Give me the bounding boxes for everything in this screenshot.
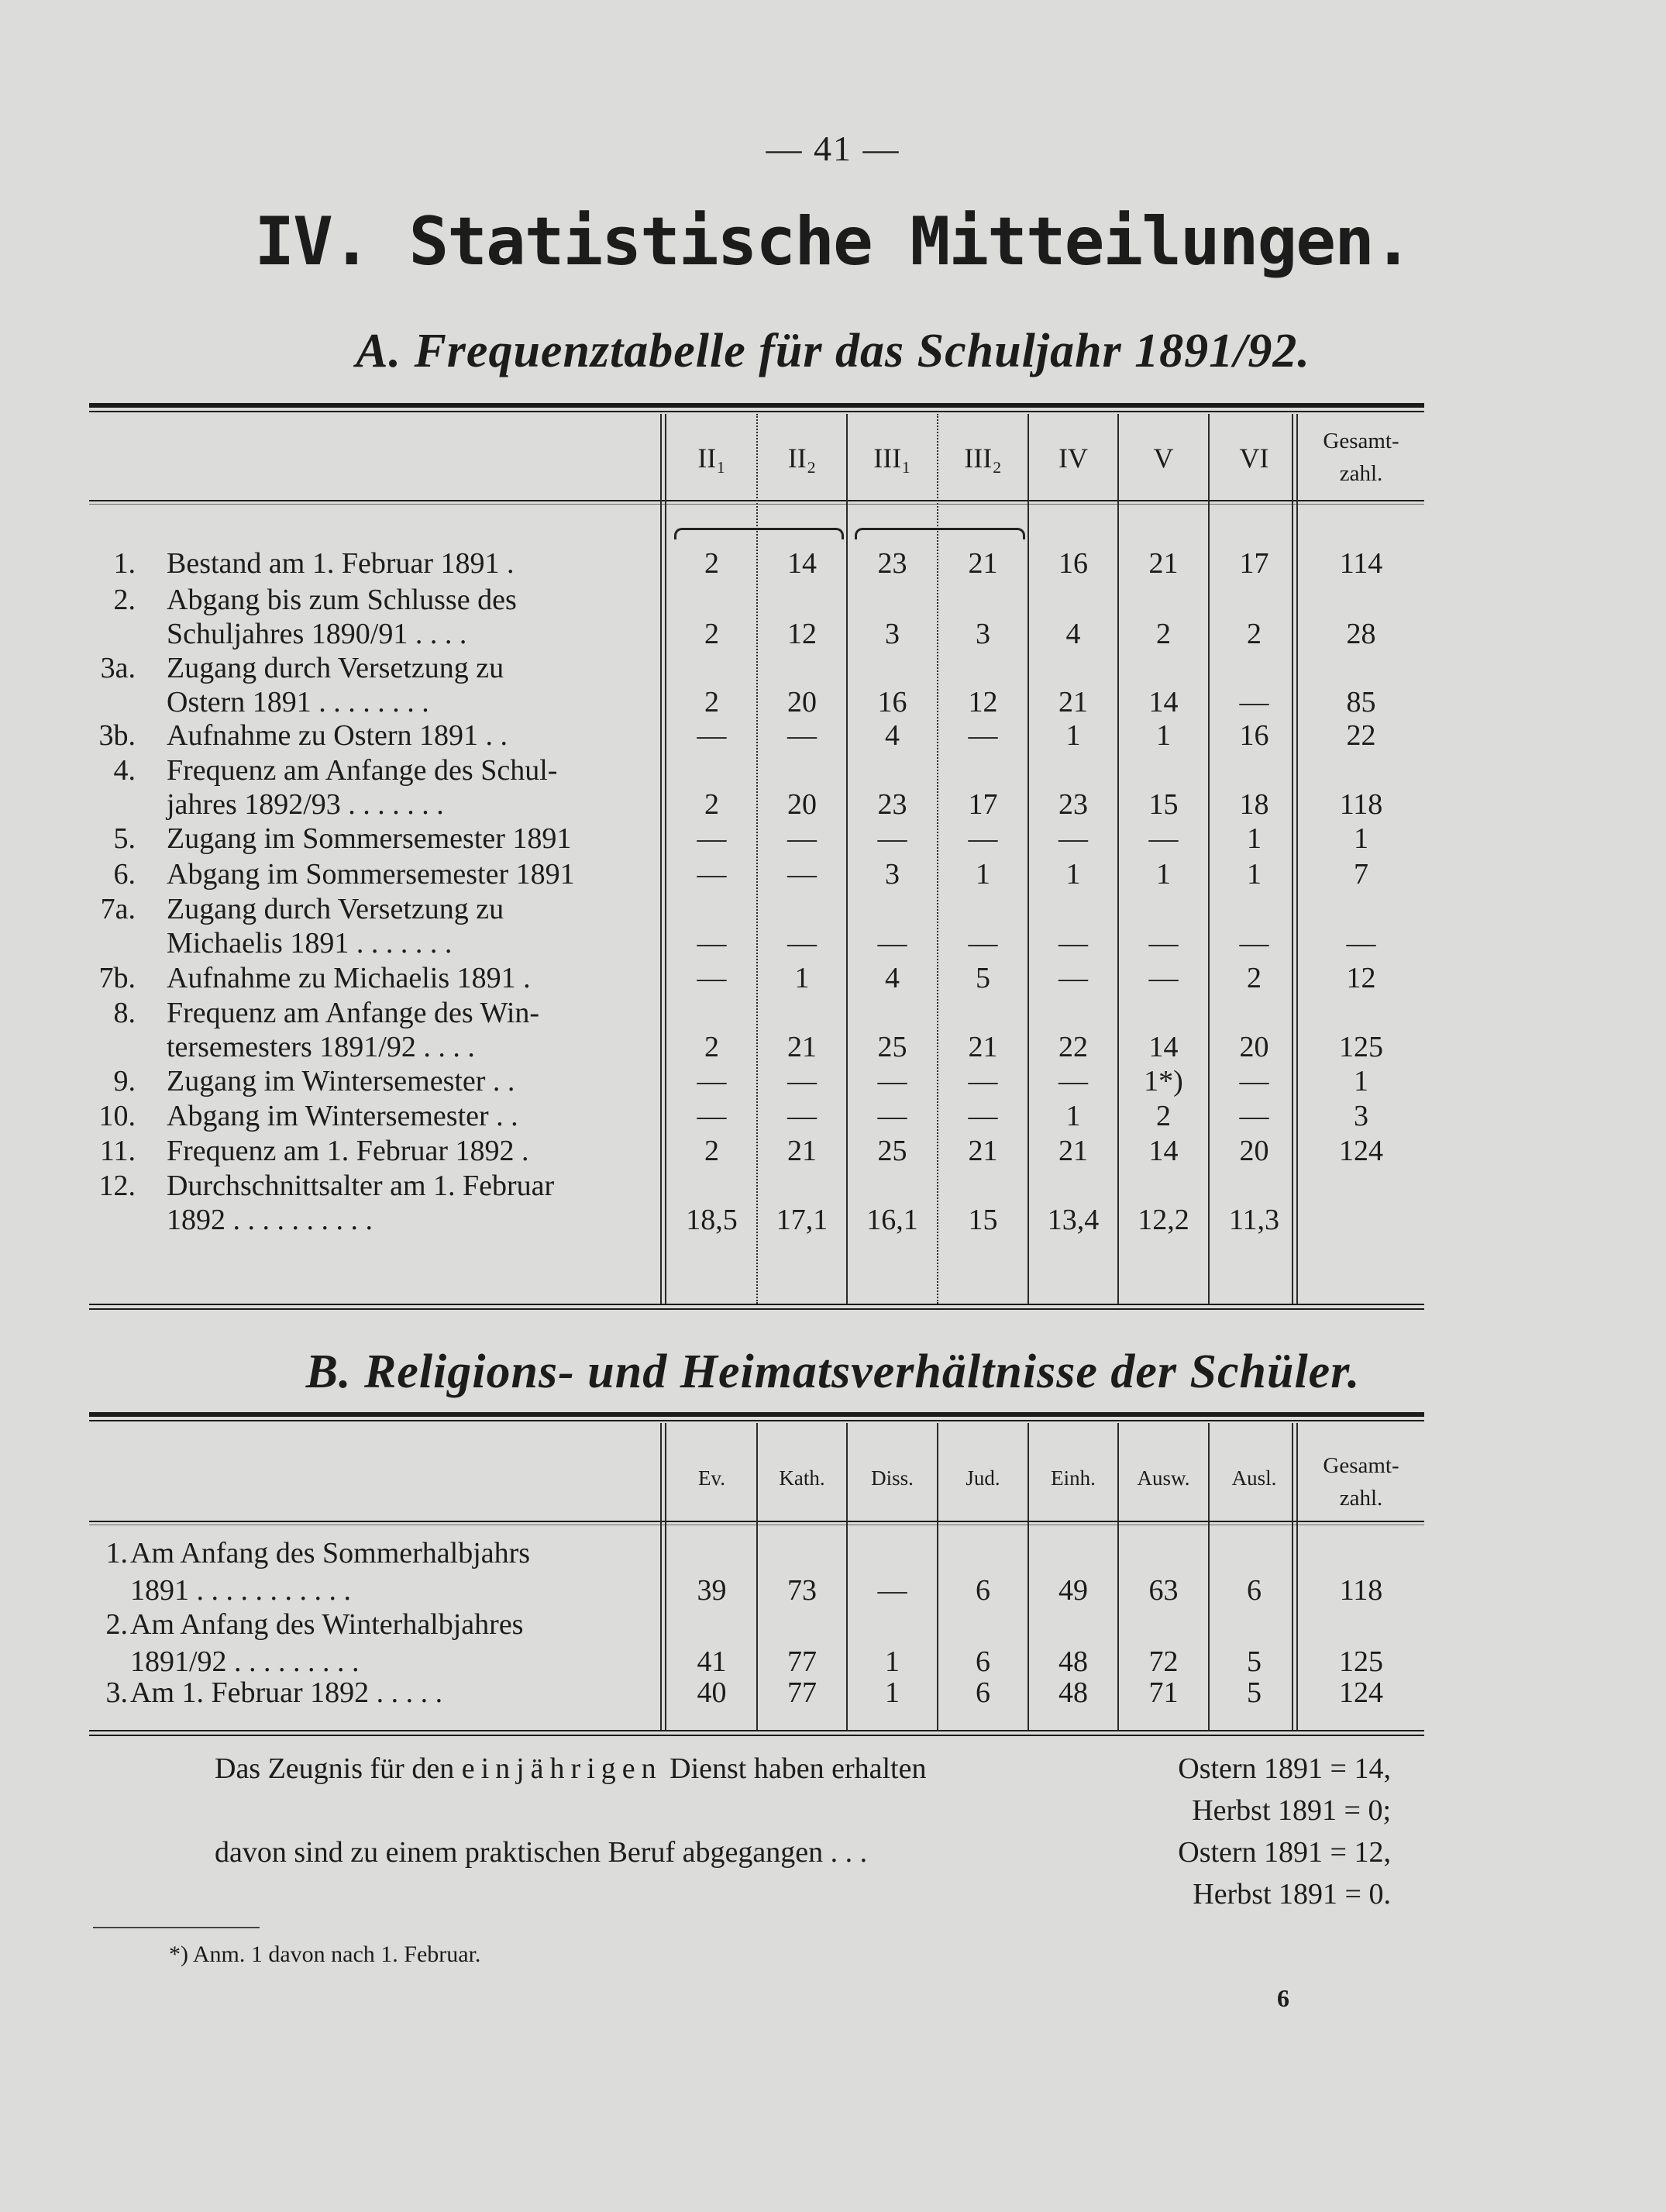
total-cell: 114 [1339,547,1383,580]
table-cell: 20 [787,686,817,718]
religion-table [89,1412,1424,1738]
zeugnis-suffix: Dienst haben erhalten [669,1752,927,1785]
top-rule-thin [89,411,1424,412]
table-cell: 77 [787,1676,817,1709]
zeugnis-entry: Herbst 1891 = 0; [1192,1794,1391,1827]
table-cell: 12,2 [1138,1204,1189,1236]
table-cell: 6 [976,1676,990,1709]
column-header: Kath. [779,1466,825,1490]
table-cell: 1 [1065,719,1081,752]
table-cell: 16 [877,686,907,718]
column-header: III₁ [873,443,911,474]
total-cell: 1 [1354,822,1368,855]
row-label: Frequenz am Anfange des Win- [167,997,540,1029]
column-header: Einh. [1051,1466,1096,1490]
row-number: 9. [113,1065,136,1097]
table-cell: 23 [877,547,907,580]
table-cell: — [787,927,817,960]
table-cell: — [877,1100,907,1132]
table-cell: 1 [1156,858,1171,891]
bottom-rule-thin [89,1735,1424,1736]
row-number: 11. [99,1135,136,1167]
bottom-rule [89,1730,1424,1731]
table-cell: — [697,858,727,891]
column-brace [674,528,844,539]
table-cell: 1 [976,858,990,891]
table-cell: 13,4 [1047,1204,1100,1236]
row-label: Bestand am 1. Februar 1891 . [167,547,515,580]
table-cell: 1 [1156,719,1171,752]
row-label: Zugang im Sommersemester 1891 [167,822,572,855]
table-cell: 2 [704,618,719,650]
table-cell: — [968,822,998,855]
table-cell: 1 [1065,858,1081,891]
row-label: Michaelis 1891 . . . . . . . [167,927,453,960]
total-cell: 28 [1346,618,1376,650]
table-cell: 2 [1247,962,1262,994]
table-cell: 40 [697,1676,727,1709]
table-cell: 18 [1239,788,1269,821]
total-cell: 118 [1339,1574,1383,1607]
row-label: 1891 . . . . . . . . . . . [130,1574,351,1607]
table-cell: 1*) [1144,1065,1183,1097]
signature-mark: 6 [1277,1984,1289,2012]
row-label: Zugang durch Versetzung zu [167,893,504,925]
table-cell: 12 [787,618,817,650]
table-cell: 1 [1247,822,1262,855]
table-cell: 21 [968,1135,998,1167]
row-number: 1. [113,547,136,580]
zeugnis-line-1 [215,1752,926,1786]
total-cell: 85 [1346,686,1376,718]
row-label: Am Anfang des Sommerhalbjahrs [130,1537,531,1569]
table-cell: 12 [968,686,998,718]
table-cell: — [1239,1100,1269,1132]
table-cell: — [697,822,727,855]
total-cell: 118 [1339,788,1383,821]
column-header: Ausw. [1137,1466,1190,1490]
table-cell: 16 [1239,719,1269,752]
row-number: 2. [113,584,136,616]
row-number: 5. [113,822,136,855]
table-cell: 21 [968,547,998,580]
column-header: Diss. [871,1466,914,1490]
table-cell: 71 [1148,1676,1179,1709]
table-cell: 11,3 [1228,1204,1280,1236]
frequency-table [89,403,1424,1311]
total-header-line: Gesamt- [1323,429,1399,453]
table-cell: 21 [787,1031,817,1063]
row-label: Abgang bis zum Schlusse des [167,584,517,616]
table-cell: — [1239,927,1269,960]
table-cell: 22 [1058,1031,1088,1063]
table-cell: 16,1 [866,1204,918,1236]
row-number: 6. [113,858,136,891]
zeugnis-prefix: Das Zeugnis für den [215,1752,455,1785]
top-rule [89,403,1424,408]
row-number: 4. [113,754,136,787]
row-label: Schuljahres 1890/91 . . . . [167,618,467,650]
column-header: V [1153,443,1174,474]
total-header [1298,425,1424,490]
row-label: Frequenz am Anfange des Schul- [167,754,558,787]
table-cell: 4 [885,962,900,994]
table-cell: 2 [704,686,719,718]
row-label: Zugang durch Versetzung zu [167,652,504,684]
table-cell: 63 [1148,1574,1179,1607]
row-number: 1. [105,1537,128,1569]
table-cell: 2 [704,788,719,821]
table-cell: — [1239,1065,1269,1097]
table-cell: 20 [787,788,817,821]
table-cell: 2 [704,547,719,580]
table-cell: 39 [697,1574,727,1607]
row-label: Aufnahme zu Michaelis 1891 . [167,962,531,994]
column-header: II₁ [697,443,726,474]
table-cell: 2 [1156,1100,1171,1132]
row-label: Aufnahme zu Ostern 1891 . . [167,719,508,752]
row-number: 3b. [98,719,136,752]
page-number: — 41 — [766,129,900,168]
table-cell: — [787,1065,817,1097]
table-cell: 21 [1148,547,1179,580]
column-header: Ev. [698,1466,725,1490]
total-cell: 12 [1346,962,1376,994]
total-cell: 124 [1339,1135,1383,1167]
total-header-line: Gesamt- [1323,1453,1399,1478]
column-header: Ausl. [1231,1466,1277,1490]
row-number: 8. [113,997,136,1029]
table-cell: 4 [885,719,900,752]
table-cell: — [968,1100,998,1132]
row-label: Durchschnittsalter am 1. Februar [167,1170,555,1202]
table-cell: — [968,719,998,752]
table-cell: — [697,1100,727,1132]
table-cell: — [877,1065,907,1097]
table-cell: — [877,822,907,855]
column-header: VI [1239,443,1269,474]
table-cell: 21 [968,1031,998,1063]
table-cell: 18,5 [686,1204,738,1236]
table-cell: 17 [1239,547,1269,580]
row-label: Frequenz am 1. Februar 1892 . [167,1135,529,1167]
table-cell: 6 [976,1645,990,1678]
zeugnis-spaced-word: einjährigen [461,1752,663,1785]
zeugnis-entry: Herbst 1891 = 0. [1193,1878,1391,1911]
row-number: 12. [98,1170,136,1202]
row-label: Abgang im Sommersemester 1891 [167,858,575,891]
bottom-rule-thin [89,1308,1424,1310]
table-cell: 14 [1148,1135,1179,1167]
total-cell: 124 [1339,1676,1383,1709]
total-header-line: zahl. [1339,1486,1383,1511]
table-cell: 73 [787,1574,817,1607]
table-cell: 2 [1247,618,1262,650]
table-cell: 1 [885,1645,900,1678]
table-cell: — [968,1065,998,1097]
row-label: Zugang im Wintersemester . . [167,1065,515,1097]
total-cell: 1 [1354,1065,1368,1097]
table-cell: — [697,962,727,994]
table-cell: 1 [1247,858,1262,891]
table-cell: — [1058,1065,1088,1097]
table-cell: 4 [1065,618,1081,650]
column-header: Jud. [966,1466,1000,1490]
table-cell: — [968,927,998,960]
table-cell: 5 [1247,1645,1262,1678]
table-cell: 21 [1058,686,1088,718]
total-header-line: zahl. [1339,461,1383,486]
table-a-heading: A. Frequenztabelle für das Schuljahr 1891/92. [356,325,1310,377]
table-cell: 14 [1148,1031,1179,1063]
table-cell: 49 [1058,1574,1088,1607]
table-cell: 15 [968,1204,998,1236]
column-rule [660,1423,662,1730]
total-cell: 125 [1339,1645,1383,1678]
column-header: IV [1058,443,1088,474]
total-cell: 125 [1339,1031,1383,1063]
row-label: Abgang im Wintersemester . . [167,1100,518,1132]
total-header [1298,1449,1424,1514]
table-cell: 3 [885,618,900,650]
table-cell: — [877,927,907,960]
table-cell: 17,1 [776,1204,828,1236]
column-brace [855,528,1025,539]
table-cell: — [1058,822,1088,855]
table-cell: — [697,927,727,960]
page-title: IV. Statistische Mitteilungen. [254,203,1412,281]
column-header: III₂ [964,443,1002,474]
row-number: 7b. [98,962,136,994]
table-cell: — [877,1574,907,1607]
top-rule [89,1412,1424,1417]
table-cell: 14 [1148,686,1179,718]
table-cell: 6 [1247,1574,1262,1607]
table-cell: — [697,719,727,752]
row-label: 1891/92 . . . . . . . . . [130,1645,360,1678]
zeugnis-entry: Ostern 1891 = 14, [1178,1752,1391,1785]
row-label: Am 1. Februar 1892 . . . . . [130,1676,443,1709]
table-b-heading: B. Religions- und Heimatsverhältnisse der Schüler. [305,1345,1361,1398]
table-cell: 1 [885,1676,900,1709]
table-cell: 20 [1239,1135,1269,1167]
column-rule [660,414,662,1304]
row-label: jahres 1892/93 . . . . . . . [167,788,444,821]
table-cell: 2 [704,1135,719,1167]
row-label: Am Anfang des Winterhalbjahres [130,1608,524,1641]
table-cell: 16 [1058,547,1088,580]
table-cell: 2 [1156,618,1171,650]
table-cell: — [1058,927,1088,960]
footnote-rule [93,1927,260,1928]
table-cell: 5 [976,962,990,994]
table-cell: 5 [1247,1676,1262,1709]
table-cell: — [1148,822,1179,855]
table-cell: 23 [1058,788,1088,821]
table-cell: 14 [787,547,817,580]
table-cell: 41 [697,1645,727,1678]
table-cell: 21 [787,1135,817,1167]
top-rule-thin [89,1420,1424,1421]
row-number: 2. [105,1608,128,1641]
table-cell: — [1148,927,1179,960]
zeugnis-line-2: davon sind zu einem praktischen Beruf abgegangen . . . [215,1836,868,1869]
table-cell: — [1239,686,1269,718]
total-cell: 7 [1354,858,1368,891]
table-cell: 3 [885,858,900,891]
table-cell: — [787,1100,817,1132]
table-cell: 77 [787,1645,817,1678]
zeugnis-entry: Ostern 1891 = 12, [1178,1836,1391,1869]
footnote: *) Anm. 1 davon nach 1. Februar. [169,1942,481,1967]
table-cell: 23 [877,788,907,821]
table-cell: 3 [976,618,990,650]
row-number: 10. [98,1100,136,1132]
table-cell: 1 [794,962,810,994]
table-cell: — [787,822,817,855]
table-cell: 48 [1058,1645,1088,1678]
row-label: tersemesters 1891/92 . . . . [167,1031,475,1063]
column-header: II₂ [787,443,817,474]
total-cell: 22 [1346,719,1376,752]
table-cell: 17 [968,788,998,821]
table-cell: 72 [1148,1645,1179,1678]
table-cell: — [1148,962,1179,994]
table-cell: — [787,719,817,752]
table-cell: 6 [976,1574,990,1607]
table-cell: 20 [1239,1031,1269,1063]
row-label: 1892 . . . . . . . . . . [167,1204,373,1236]
table-cell: 15 [1148,788,1179,821]
row-number: 3a. [100,652,136,684]
table-cell: 25 [877,1031,907,1063]
table-cell: 1 [1065,1100,1081,1132]
table-cell: 2 [704,1031,719,1063]
total-cell: 3 [1354,1100,1368,1132]
table-cell: — [787,858,817,891]
table-cell: 25 [877,1135,907,1167]
table-cell: — [697,1065,727,1097]
table-cell: 48 [1058,1676,1088,1709]
table-cell: — [1058,962,1088,994]
row-number: 3. [105,1676,128,1709]
total-cell: — [1346,927,1376,960]
bottom-rule [89,1304,1424,1305]
row-label: Ostern 1891 . . . . . . . . [167,686,429,718]
table-cell: 21 [1058,1135,1088,1167]
row-number: 7a. [100,893,136,925]
